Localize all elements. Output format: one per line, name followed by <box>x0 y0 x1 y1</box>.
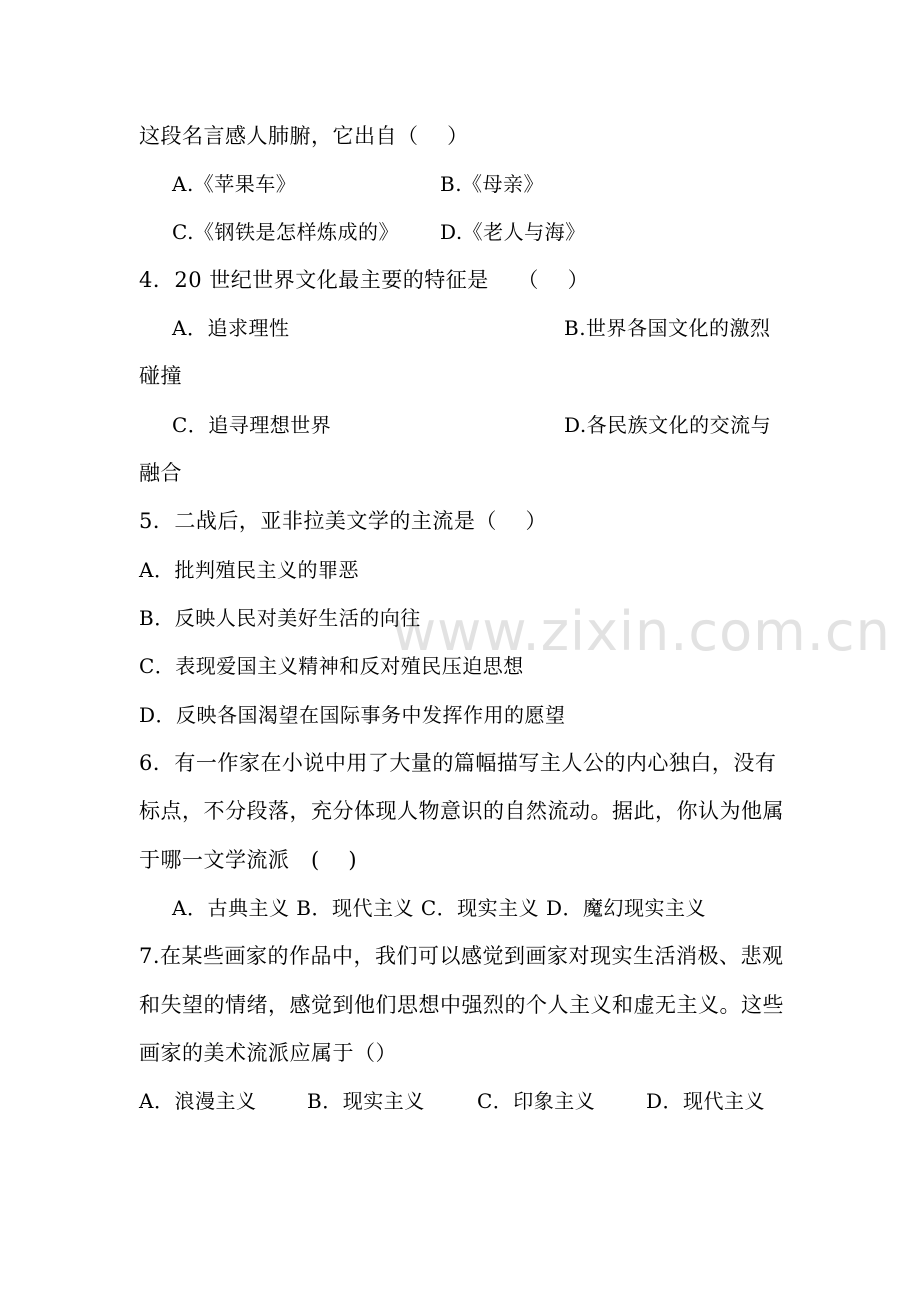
q7-option-b: B．现实主义 <box>307 1089 425 1113</box>
q3-option-d: D.《老人与海》 <box>440 220 586 244</box>
q7-stem-line-1: 7.在某些画家的作品中，我们可以感觉到画家对现实生活消极、悲观 <box>139 944 784 968</box>
q4-option-a: A．追求理性 <box>172 316 290 340</box>
q4-stem: 4．20 世纪世界文化最主要的特征是 （ ） <box>139 268 590 292</box>
q5-option-d: D．反映各国渴望在国际事务中发挥作用的愿望 <box>139 703 566 727</box>
q3-option-a: A.《苹果车》 <box>172 172 297 196</box>
q6-stem-line-2: 标点，不分段落，充分体现人物意识的自然流动。据此，你认为他属 <box>139 799 784 823</box>
q6-options: A．古典主义 B．现代主义 C．现实主义 D．魔幻现实主义 <box>172 896 707 920</box>
q3-option-c: C.《钢铁是怎样炼成的》 <box>172 220 399 244</box>
q7-stem-line-3: 画家的美术流派应属于（） <box>139 1041 397 1065</box>
q4-option-d: D.各民族文化的交流与 <box>564 413 772 437</box>
q4-option-c: C．追寻理想世界 <box>172 413 332 437</box>
q3-option-b: B.《母亲》 <box>440 172 545 196</box>
q7-option-c: C．印象主义 <box>477 1089 596 1113</box>
q5-option-a: A．批判殖民主义的罪恶 <box>139 558 359 582</box>
q7-option-d: D．现代主义 <box>646 1089 766 1113</box>
q4-option-b-continued: 碰撞 <box>139 364 182 388</box>
q3-stem: 这段名言感人肺腑，它出自（ ） <box>139 124 469 148</box>
q6-stem-line-3: 于哪一文学流派 ( ) <box>139 848 358 872</box>
q4-option-d-continued: 融合 <box>139 461 182 485</box>
q7-option-a: A．浪漫主义 <box>139 1089 257 1113</box>
q5-option-c: C．表现爱国主义精神和反对殖民压迫思想 <box>139 654 524 678</box>
watermark: www.zixin.com.cn <box>392 600 891 663</box>
q5-stem: 5．二战后，亚非拉美文学的主流是（ ） <box>139 509 548 533</box>
q4-option-b: B.世界各国文化的激烈 <box>564 316 771 340</box>
q6-stem-line-1: 6．有一作家在小说中用了大量的篇幅描写主人公的内心独白，没有 <box>139 751 777 775</box>
q7-stem-line-2: 和失望的情绪，感觉到他们思想中强烈的个人主义和虚无主义。这些 <box>139 993 784 1017</box>
q5-option-b: B．反映人民对美好生活的向往 <box>139 606 421 630</box>
